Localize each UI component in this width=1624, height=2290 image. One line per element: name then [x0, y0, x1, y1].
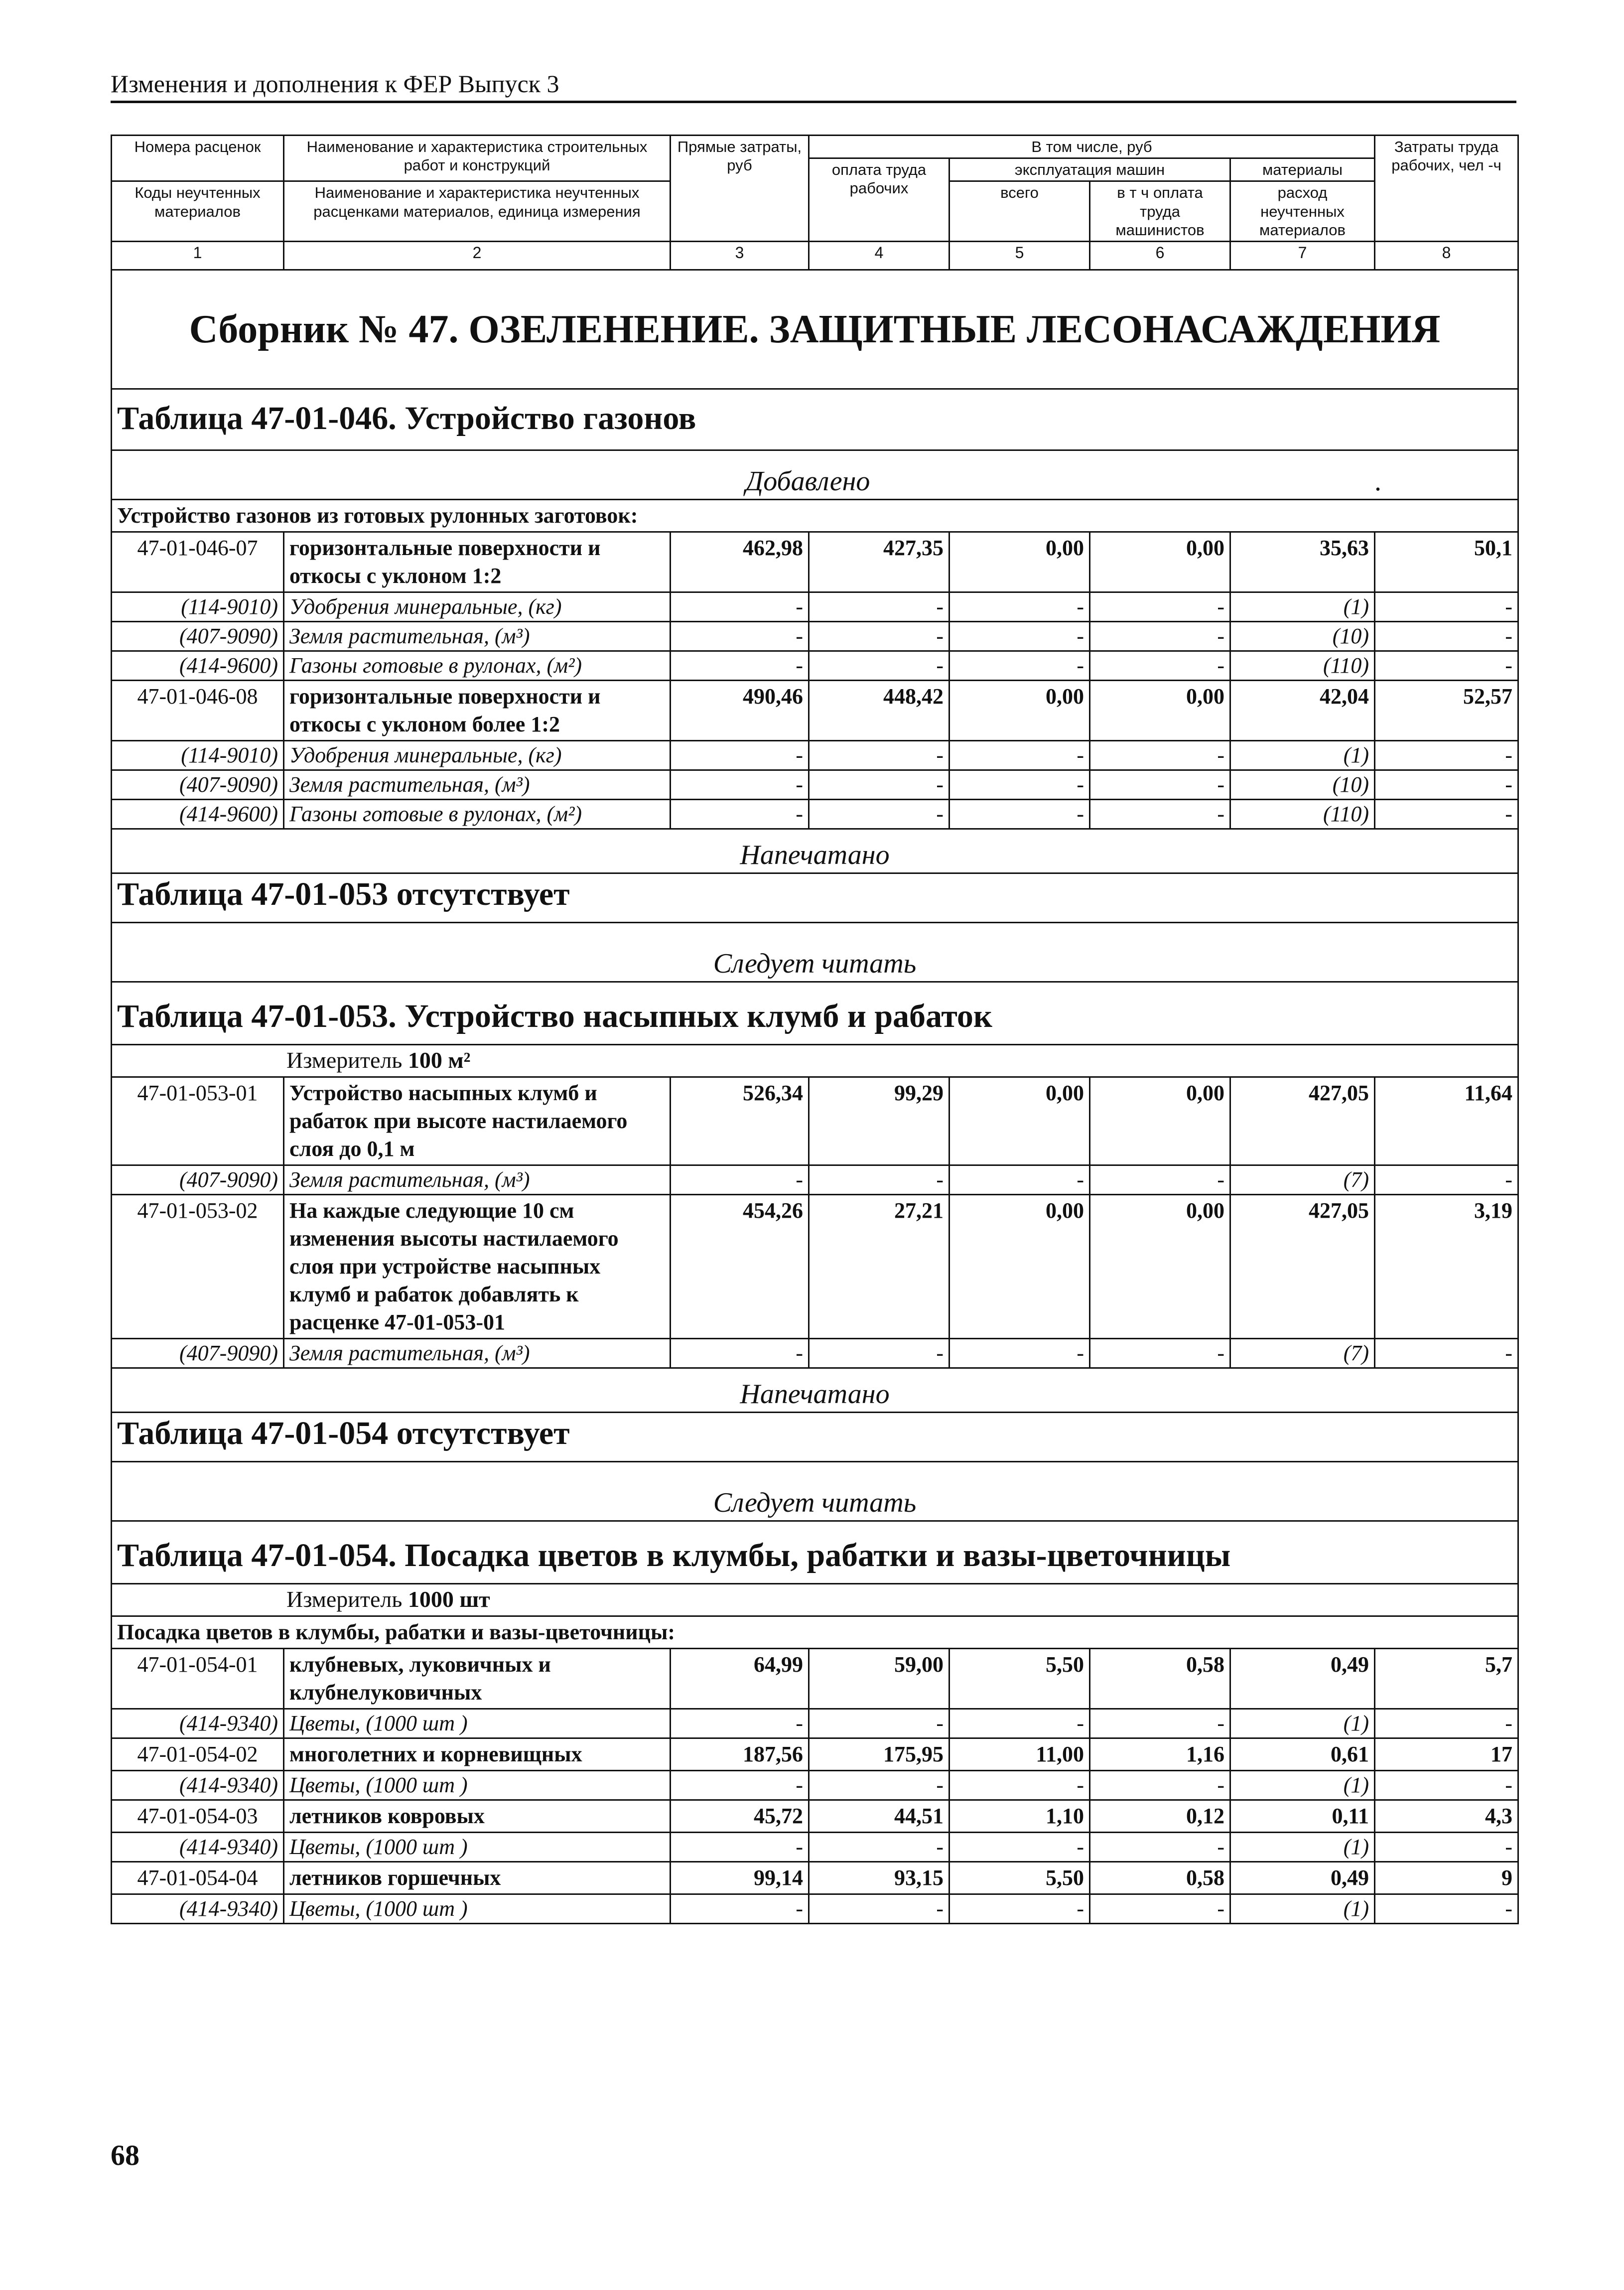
labor-hours-value: - — [1375, 651, 1518, 680]
section2-meter-label: Измеритель — [286, 1047, 408, 1073]
machines-total-value: 1,10 — [949, 1800, 1090, 1832]
direct-costs-value: 454,26 — [671, 1194, 809, 1338]
direct-costs-value: - — [671, 1832, 809, 1861]
materials-value: (7) — [1230, 1338, 1375, 1368]
materials-value: 0,11 — [1230, 1800, 1375, 1832]
table-row — [112, 1861, 1518, 1894]
direct-costs-value: 462,98 — [671, 532, 809, 592]
materials-value: 427,05 — [1230, 1077, 1375, 1165]
labor-hours-value: 50,1 — [1375, 532, 1518, 592]
direct-costs-value: - — [671, 770, 809, 799]
materials-value: 427,05 — [1230, 1194, 1375, 1338]
machines-labor-value: 0,12 — [1090, 1800, 1230, 1832]
rate-name: горизонтальные поверхности и откосы с уклоном 1:2 — [284, 532, 671, 592]
machines-labor-value: - — [1090, 770, 1230, 799]
running-header-rule — [111, 101, 1516, 103]
labor-value: 427,35 — [809, 532, 949, 592]
labor-value: - — [809, 799, 949, 829]
machines-labor-value: - — [1090, 1338, 1230, 1368]
machines-labor-value: 0,00 — [1090, 1194, 1230, 1338]
materials-value: (1) — [1230, 1709, 1375, 1738]
materials-value: (110) — [1230, 799, 1375, 829]
page-number: 68 — [111, 2139, 139, 2171]
machines-total-value: - — [949, 1165, 1090, 1194]
materials-value: 0,49 — [1230, 1648, 1375, 1709]
material-code: (407-9090) — [112, 621, 284, 651]
section2-printed-label-row — [112, 829, 1518, 873]
header-labor-hours: Затраты труда рабочих, чел -ч — [1375, 136, 1518, 242]
section1-title: Таблица 47-01-046. Устройство газонов — [112, 389, 1518, 450]
table-row — [112, 1648, 1518, 1709]
labor-value: - — [809, 621, 949, 651]
direct-costs-value: - — [671, 1709, 809, 1738]
materials-value: (1) — [1230, 592, 1375, 621]
machines-labor-value: 0,00 — [1090, 680, 1230, 740]
table-row — [112, 770, 1518, 799]
material-name: Удобрения минеральные, (кг) — [284, 740, 671, 770]
section2-read-label: Следует читать — [112, 922, 1518, 982]
header-rate-numbers: Номера расценок — [112, 136, 284, 181]
labor-hours-value: 52,57 — [1375, 680, 1518, 740]
materials-value: (1) — [1230, 740, 1375, 770]
column-index: 3 — [671, 241, 809, 270]
materials-value: (10) — [1230, 770, 1375, 799]
rate-code: 47-01-054-03 — [112, 1800, 284, 1832]
header-materials-sub: расход неучтенных материалов — [1230, 181, 1375, 242]
rate-name: клубневых, луковичных и клубнелуковичных — [284, 1648, 671, 1709]
rate-name: Устройство насыпных клумб и рабаток при высоте настилаемого слоя до 0,1 м — [284, 1077, 671, 1165]
section3-printed-text-row — [112, 1412, 1518, 1461]
labor-hours-value: - — [1375, 621, 1518, 651]
direct-costs-value: 490,46 — [671, 680, 809, 740]
machines-total-value: - — [949, 621, 1090, 651]
direct-costs-value: - — [671, 592, 809, 621]
table-row — [112, 680, 1518, 740]
labor-value: - — [809, 1165, 949, 1194]
column-index: 4 — [809, 241, 949, 270]
material-name: Удобрения минеральные, (кг) — [284, 592, 671, 621]
table-row — [112, 1194, 1518, 1338]
material-code: (414-9600) — [112, 651, 284, 680]
machines-total-value: - — [949, 1894, 1090, 1923]
header-labor: оплата труда рабочих — [809, 158, 949, 242]
section2-meter-row — [112, 1044, 1518, 1077]
materials-value: (10) — [1230, 621, 1375, 651]
section2-read-label-row — [112, 922, 1518, 982]
materials-value: (1) — [1230, 1770, 1375, 1800]
table-row — [112, 1770, 1518, 1800]
material-name: Цветы, (1000 шт ) — [284, 1894, 671, 1923]
table-row — [112, 592, 1518, 621]
table-row — [112, 651, 1518, 680]
labor-hours-value: - — [1375, 1832, 1518, 1861]
rate-code: 47-01-053-02 — [112, 1194, 284, 1338]
machines-labor-value: - — [1090, 740, 1230, 770]
section3-printed-label-row — [112, 1368, 1518, 1412]
materials-value: 35,63 — [1230, 532, 1375, 592]
section3-title-row — [112, 1521, 1518, 1583]
rate-code: 47-01-054-02 — [112, 1738, 284, 1770]
rate-code: 47-01-046-08 — [112, 680, 284, 740]
table-row — [112, 1894, 1518, 1923]
machines-total-value: - — [949, 770, 1090, 799]
section3-read-label: Следует читать — [112, 1461, 1518, 1521]
table-row — [112, 1709, 1518, 1738]
labor-hours-value: 4,3 — [1375, 1800, 1518, 1832]
machines-total-value: 5,50 — [949, 1861, 1090, 1894]
rate-name: летников горшечных — [284, 1861, 671, 1894]
rate-code: 47-01-053-01 — [112, 1077, 284, 1165]
section1-subheading: Устройство газонов из готовых рулонных заготовок: — [112, 499, 1518, 532]
machines-labor-value: - — [1090, 1709, 1230, 1738]
section2-printed-text: Таблица 47-01-053 отсутствует — [112, 873, 1518, 922]
table-row — [112, 1077, 1518, 1165]
materials-value: (110) — [1230, 651, 1375, 680]
header-work-name: Наименование и характеристика строительных работ и конструкций — [284, 136, 671, 181]
column-index: 5 — [949, 241, 1090, 270]
material-code: (407-9090) — [112, 1338, 284, 1368]
section2-meter-value: 100 м² — [407, 1047, 471, 1073]
table-row — [112, 1800, 1518, 1832]
machines-labor-value: 1,16 — [1090, 1738, 1230, 1770]
labor-hours-value: - — [1375, 799, 1518, 829]
materials-value: 42,04 — [1230, 680, 1375, 740]
material-code: (407-9090) — [112, 770, 284, 799]
section2-title: Таблица 47-01-053. Устройство насыпных клумб и рабаток — [112, 982, 1518, 1044]
machines-total-value: 0,00 — [949, 1194, 1090, 1338]
direct-costs-value: - — [671, 799, 809, 829]
material-code: (114-9010) — [112, 592, 284, 621]
direct-costs-value: - — [671, 1894, 809, 1923]
labor-value: - — [809, 1338, 949, 1368]
labor-hours-value: - — [1375, 1338, 1518, 1368]
labor-hours-value: 5,7 — [1375, 1648, 1518, 1709]
rate-code: 47-01-046-07 — [112, 532, 284, 592]
labor-hours-value: - — [1375, 1894, 1518, 1923]
labor-hours-value: 9 — [1375, 1861, 1518, 1894]
machines-labor-value: - — [1090, 1832, 1230, 1861]
material-code: (414-9340) — [112, 1832, 284, 1861]
material-name: Земля растительная, (м³) — [284, 1338, 671, 1368]
column-index: 1 — [112, 241, 284, 270]
labor-hours-value: - — [1375, 770, 1518, 799]
machines-total-value: - — [949, 651, 1090, 680]
section2-title-row — [112, 982, 1518, 1044]
section3-meter-value: 1000 шт — [407, 1586, 490, 1612]
labor-hours-value: - — [1375, 740, 1518, 770]
machines-total-value: - — [949, 1709, 1090, 1738]
direct-costs-value: - — [671, 1165, 809, 1194]
machines-labor-value: - — [1090, 592, 1230, 621]
labor-value: - — [809, 770, 949, 799]
machines-labor-value: - — [1090, 1894, 1230, 1923]
direct-costs-value: 45,72 — [671, 1800, 809, 1832]
material-name: Земля растительная, (м³) — [284, 770, 671, 799]
section3-meter-label: Измеритель — [286, 1586, 408, 1612]
direct-costs-value: - — [671, 1770, 809, 1800]
rate-code: 47-01-054-01 — [112, 1648, 284, 1709]
material-code: (414-9340) — [112, 1894, 284, 1923]
section2-meter — [112, 1044, 1518, 1077]
direct-costs-value: 187,56 — [671, 1738, 809, 1770]
machines-total-value: 0,00 — [949, 532, 1090, 592]
material-name: Цветы, (1000 шт ) — [284, 1709, 671, 1738]
labor-hours-value: - — [1375, 1165, 1518, 1194]
rate-name: летников ковровых — [284, 1800, 671, 1832]
machines-labor-value: 0,58 — [1090, 1861, 1230, 1894]
direct-costs-value: - — [671, 1338, 809, 1368]
labor-value: 59,00 — [809, 1648, 949, 1709]
machines-total-value: 5,50 — [949, 1648, 1090, 1709]
section2-printed-label: Напечатано — [112, 829, 1518, 873]
section2-printed-text-row — [112, 873, 1518, 922]
labor-value: - — [809, 592, 949, 621]
labor-value: - — [809, 740, 949, 770]
materials-value: (1) — [1230, 1894, 1375, 1923]
machines-labor-value: - — [1090, 799, 1230, 829]
material-code: (407-9090) — [112, 1165, 284, 1194]
materials-value: (7) — [1230, 1165, 1375, 1194]
labor-hours-value: 17 — [1375, 1738, 1518, 1770]
labor-value: 448,42 — [809, 680, 949, 740]
machines-total-value: 0,00 — [949, 1077, 1090, 1165]
material-code: (414-9340) — [112, 1770, 284, 1800]
direct-costs-value: 526,34 — [671, 1077, 809, 1165]
machines-total-value: 0,00 — [949, 680, 1090, 740]
labor-value: - — [809, 1709, 949, 1738]
rate-code: 47-01-054-04 — [112, 1861, 284, 1894]
labor-value: - — [809, 1894, 949, 1923]
table-row — [112, 1738, 1518, 1770]
material-name: Цветы, (1000 шт ) — [284, 1832, 671, 1861]
section1-status-mark: . — [1375, 465, 1382, 497]
header-material-name: Наименование и характеристика неучтенных расценками материалов, единица измерения — [284, 181, 671, 242]
machines-labor-value: - — [1090, 621, 1230, 651]
table-row — [112, 1338, 1518, 1368]
machines-total-value: - — [949, 1832, 1090, 1861]
header-materials: материалы — [1230, 158, 1375, 181]
labor-value: - — [809, 1770, 949, 1800]
machines-total-value: - — [949, 592, 1090, 621]
section3-meter-row — [112, 1583, 1518, 1616]
machines-total-value: 11,00 — [949, 1738, 1090, 1770]
direct-costs-value: - — [671, 651, 809, 680]
labor-value: 93,15 — [809, 1861, 949, 1894]
header-group: В том числе, руб — [809, 136, 1375, 158]
header-machines: эксплуатация машин — [949, 158, 1230, 181]
section3-subheading: Посадка цветов в клумбы, рабатки и вазы-цветочницы: — [112, 1616, 1518, 1648]
header-material-codes: Коды неучтенных материалов — [112, 181, 284, 242]
material-code: (414-9340) — [112, 1709, 284, 1738]
machines-labor-value: 0,00 — [1090, 532, 1230, 592]
table-row — [112, 1165, 1518, 1194]
header-machines-total: всего — [949, 181, 1090, 242]
section3-subheading-row — [112, 1616, 1518, 1648]
rate-name: горизонтальные поверхности и откосы с уклоном более 1:2 — [284, 680, 671, 740]
machines-total-value: - — [949, 1338, 1090, 1368]
labor-value: 44,51 — [809, 1800, 949, 1832]
column-index: 2 — [284, 241, 671, 270]
labor-hours-value: - — [1375, 1770, 1518, 1800]
materials-value: 0,61 — [1230, 1738, 1375, 1770]
direct-costs-value: 99,14 — [671, 1861, 809, 1894]
table-row — [112, 621, 1518, 651]
rate-name: На каждые следующие 10 см изменения высоты настилаемого слоя при устройстве насыпных клумб и рабаток добавлять к расценке 47-01-053-01 — [284, 1194, 671, 1338]
header-machines-labor: в т ч оплата труда машинистов — [1090, 181, 1230, 242]
machines-total-value: - — [949, 1770, 1090, 1800]
table-row — [112, 740, 1518, 770]
labor-value: - — [809, 1832, 949, 1861]
direct-costs-value: - — [671, 621, 809, 651]
header-direct-costs: Прямые затраты, руб — [671, 136, 809, 242]
machines-labor-value: 0,58 — [1090, 1648, 1230, 1709]
material-name: Газоны готовые в рулонах, (м²) — [284, 651, 671, 680]
materials-value: 0,49 — [1230, 1861, 1375, 1894]
machines-labor-value: 0,00 — [1090, 1077, 1230, 1165]
rate-name: многолетних и корневищных — [284, 1738, 671, 1770]
material-name: Цветы, (1000 шт ) — [284, 1770, 671, 1800]
running-header: Изменения и дополнения к ФЕР Выпуск 3 — [111, 70, 559, 98]
machines-total-value: - — [949, 740, 1090, 770]
section3-read-label-row — [112, 1461, 1518, 1521]
table-row — [112, 799, 1518, 829]
material-code: (114-9010) — [112, 740, 284, 770]
direct-costs-value: 64,99 — [671, 1648, 809, 1709]
labor-hours-value: 11,64 — [1375, 1077, 1518, 1165]
table-row — [112, 1832, 1518, 1861]
labor-hours-value: 3,19 — [1375, 1194, 1518, 1338]
labor-value: 27,21 — [809, 1194, 949, 1338]
labor-value: 175,95 — [809, 1738, 949, 1770]
column-index: 6 — [1090, 241, 1230, 270]
labor-hours-value: - — [1375, 592, 1518, 621]
section3-printed-text: Таблица 47-01-054 отсутствует — [112, 1412, 1518, 1461]
section3-title: Таблица 47-01-054. Посадка цветов в клумбы, рабатки и вазы-цветочницы — [112, 1521, 1518, 1583]
machines-labor-value: - — [1090, 1770, 1230, 1800]
column-index: 7 — [1230, 241, 1375, 270]
material-name: Земля растительная, (м³) — [284, 1165, 671, 1194]
machines-total-value: - — [949, 799, 1090, 829]
section3-meter — [112, 1583, 1518, 1616]
labor-hours-value: - — [1375, 1709, 1518, 1738]
column-index: 8 — [1375, 241, 1518, 270]
section1-status: Добавлено — [745, 465, 870, 497]
material-name: Газоны готовые в рулонах, (м²) — [284, 799, 671, 829]
labor-value: - — [809, 651, 949, 680]
table-row — [112, 532, 1518, 592]
rates-table — [111, 135, 1519, 1924]
collection-title: Сборник № 47. ОЗЕЛЕНЕНИЕ. ЗАЩИТНЫЕ ЛЕСОНАСАЖДЕНИЯ — [112, 270, 1518, 389]
direct-costs-value: - — [671, 740, 809, 770]
machines-labor-value: - — [1090, 651, 1230, 680]
section3-printed-label: Напечатано — [112, 1368, 1518, 1412]
material-code: (414-9600) — [112, 799, 284, 829]
labor-value: 99,29 — [809, 1077, 949, 1165]
material-name: Земля растительная, (м³) — [284, 621, 671, 651]
machines-labor-value: - — [1090, 1165, 1230, 1194]
materials-value: (1) — [1230, 1832, 1375, 1861]
